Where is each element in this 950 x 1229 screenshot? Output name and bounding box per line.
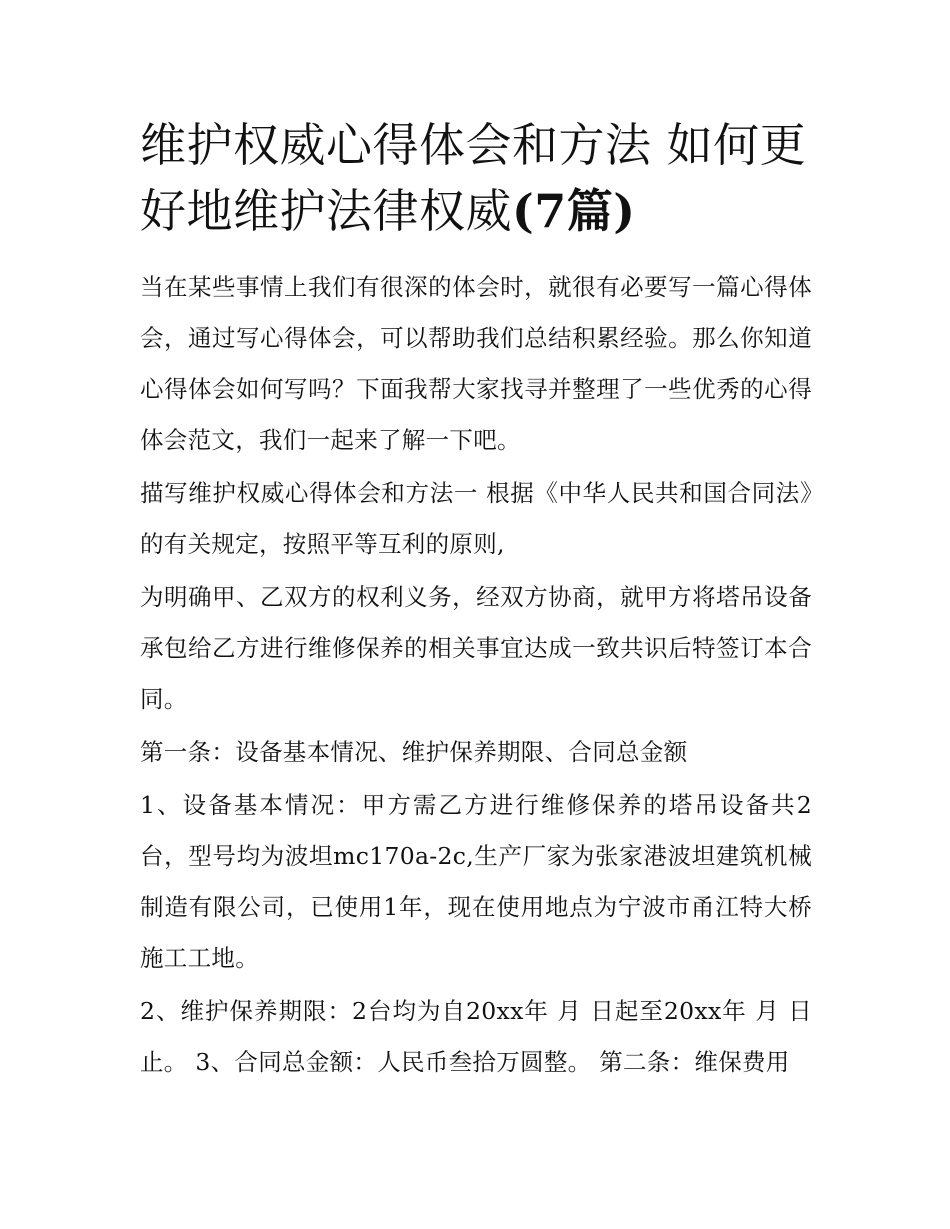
title-main-text: 维护权威心得体会和方法 如何更好地维护法律权威 bbox=[140, 118, 807, 238]
paragraph-intro: 当在某些事情上我们有很深的体会时，就很有必要写一篇心得体会，通过写心得体会，可以帮助我们总结积累经验。那么你知道心得体会如何写吗？下面我帮大家找寻并整理了一些优秀的心得体会范文，我们一起来了解一下吧。 bbox=[140, 273, 812, 454]
document-title bbox=[140, 112, 812, 244]
paragraph-article-one-heading: 第一条：设备基本情况、维护保养期限、合同总金额 bbox=[140, 738, 688, 766]
document-body bbox=[140, 112, 812, 1090]
title-suffix-text: (7篇) bbox=[512, 184, 636, 238]
paragraph-section-one-opening: 描写维护权威心得体会和方法一 根据《中华人民共和国合同法》的有关规定，按照平等互利的原则, bbox=[140, 479, 812, 558]
paragraph-equipment-info: 1、设备基本情况：甲方需乙方进行维修保养的塔吊设备共2台，型号均为波坦mc170a-2c,生产厂家为张家港波坦建筑机械制造有限公司，已使用1年，现在使用地点为宁波市甬江特大桥施工工地。 bbox=[140, 791, 812, 972]
paragraph-maintenance-period: 2、维护保养期限：2台均为自20xx年 月 日起至20xx年 月 日止。 3、合同总金额：人民币叁拾万圆整。 第二条：维保费用 bbox=[140, 997, 812, 1076]
paragraph-purpose: 为明确甲、乙双方的权利义务，经双方协商，就甲方将塔吊设备承包给乙方进行维修保养的相关事宜达成一致共识后特签订本合同。 bbox=[140, 583, 812, 713]
